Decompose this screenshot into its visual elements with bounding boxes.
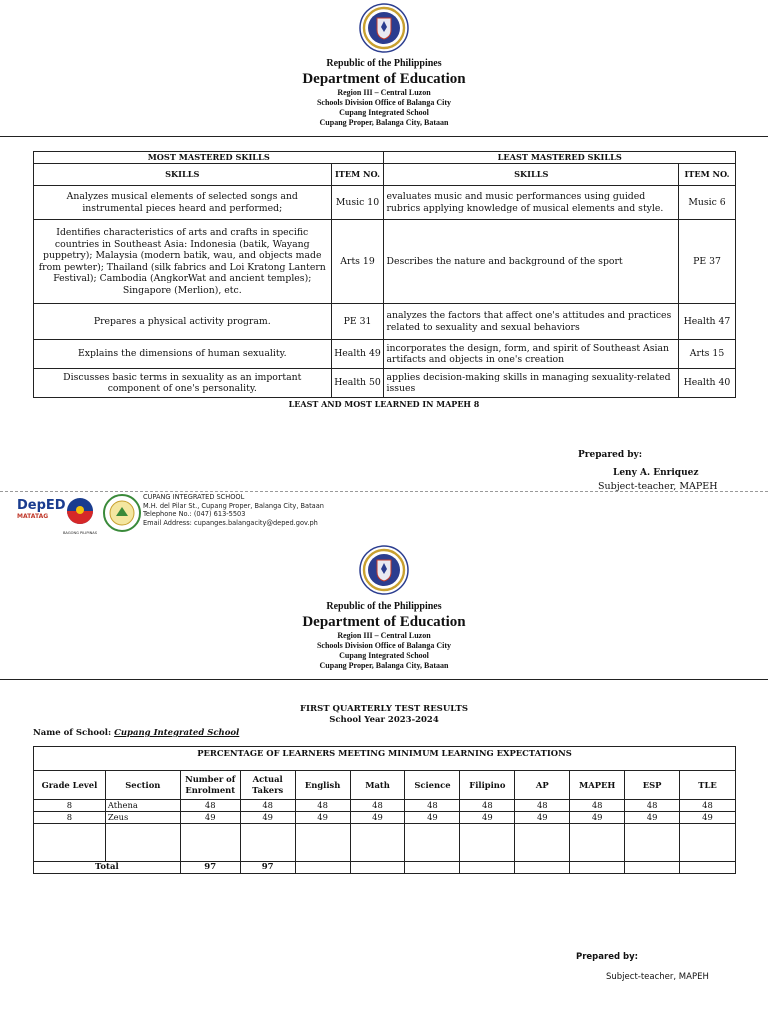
table-row: 8 Athena 48 48 48 48 48 48 48 48 48 48 — [34, 800, 736, 812]
col-mapeh: MAPEH — [570, 771, 625, 800]
col-ap: AP — [515, 771, 570, 800]
prepared-by-label: Prepared by: — [578, 450, 643, 460]
col-item-least: ITEM NO. — [679, 164, 736, 186]
table-row: Discusses basic terms in sexuality as an important component of one's personality. Health 50 applies decision-making skills in managing sexuality-related issues Health 40 — [34, 369, 736, 398]
table-row-total — [34, 862, 736, 874]
most-mastered-heading: MOST MASTERED SKILLS — [34, 152, 384, 164]
deped-matatag-logo: DepED MATATAG — [17, 498, 66, 520]
footer-address: M.H. del Pilar St., Cupang Proper, Balanga City, Bataan — [143, 501, 324, 510]
table-caption: LEAST AND MOST LEARNED IN MAPEH 8 — [288, 399, 480, 409]
col-skills-least: SKILLS — [384, 164, 679, 186]
republic-title: Republic of the Philippines — [326, 58, 442, 69]
col-math: Math — [350, 771, 405, 800]
col-science: Science — [405, 771, 460, 800]
skills-table — [33, 151, 736, 398]
report-title: FIRST QUARTERLY TEST RESULTS School Year 2023-2024 — [300, 704, 468, 725]
col-tle: TLE — [680, 771, 736, 800]
table-row: 8 Zeus 49 49 49 49 49 49 49 49 49 49 — [34, 812, 736, 824]
total-label: Total — [34, 862, 181, 874]
prepared-by-label-2: Prepared by: — [576, 952, 639, 962]
col-section: Section — [105, 771, 180, 800]
col-esp: ESP — [625, 771, 680, 800]
school-name-line — [33, 728, 239, 738]
region-line: Region III – Central Luzon — [337, 88, 431, 97]
total-takers: 97 — [240, 862, 295, 874]
table-row: Identifies characteristics of arts and crafts in specific countries in Southeast Asia: Indonesia (batik, Wayang puppetry); Malaysia (modern batik, wau, and objects made from pewter); Thailand (silk fabrics and Loi Kratong Lantern Festival); Cambodia (AngkorWat and ancient temples); Singapore (Merlion), etc. Arts 19 Describes the nature and background of the sport PE 37 — [34, 220, 736, 304]
col-filipino: Filipino — [460, 771, 515, 800]
division-line: Schools Division Office of Balanga City — [316, 98, 451, 107]
letterhead-2: Republic of the Philippines Department of Education Region III – Central Luzon Schools Division Office of Balanga City Cupang Integrated School Cupang Proper, Balanga City, Bataan — [302, 601, 466, 670]
letterhead — [0, 58, 768, 128]
department-title: Department of Education — [302, 71, 466, 87]
header-divider-2 — [0, 679, 768, 680]
bagong-pilipinas-logo: BAGONG PILIPINAS — [62, 497, 98, 533]
page-break-line — [0, 491, 768, 492]
col-english: English — [295, 771, 350, 800]
results-heading: PERCENTAGE OF LEARNERS MEETING MINIMUM LEARNING EXPECTATIONS — [34, 747, 736, 771]
header-divider — [0, 136, 768, 137]
col-actual-takers: Actual Takers — [240, 771, 295, 800]
address-line: Cupang Proper, Balanga City, Bataan — [319, 118, 449, 127]
total-enrolment: 97 — [180, 862, 240, 874]
signatory-title-2: Subject-teacher, MAPEH — [606, 972, 709, 982]
school-name-label: Name of School: — [33, 728, 112, 738]
school-seal-icon — [103, 494, 141, 532]
table-row: Analyzes musical elements of selected songs and instrumental pieces heard and performed; Music 10 evaluates music and music performances using guided rubrics applying knowledge of musical elements and style. Music 6 — [34, 186, 736, 220]
col-item-most: ITEM NO. — [331, 164, 384, 186]
footer-telephone: Telephone No.: (047) 613-5503 — [143, 510, 246, 519]
table-row: Explains the dimensions of human sexuality. Health 49 incorporates the design, form, and spirit of Southeast Asian artifacts and objects in one's creation Arts 15 — [34, 340, 736, 369]
least-mastered-heading: LEAST MASTERED SKILLS — [384, 152, 736, 164]
philippine-flag-icon — [62, 497, 98, 527]
col-enrolment: Number of Enrolment — [180, 771, 240, 800]
signatory-title: Subject-teacher, MAPEH — [598, 481, 718, 491]
school-line: Cupang Integrated School — [339, 108, 429, 117]
table-row-empty — [34, 824, 736, 862]
school-name-value: Cupang Integrated School — [114, 728, 240, 738]
footer-contact — [143, 493, 324, 527]
deped-seal-icon — [359, 3, 409, 53]
footer-school: CUPANG INTEGRATED SCHOOL — [143, 493, 245, 501]
col-grade-level: Grade Level — [34, 771, 106, 800]
signatory-name: Leny A. Enriquez — [613, 468, 699, 478]
table-row: Prepares a physical activity program. PE 31 analyzes the factors that affect one's attitudes and practices related to sexuality and sexual behaviors Health 47 — [34, 304, 736, 340]
footer-email: Email Address: cupanges.balangacity@deped.gov.ph — [143, 518, 318, 527]
col-skills-most: SKILLS — [34, 164, 332, 186]
deped-seal-icon-2 — [359, 545, 409, 595]
results-table — [33, 746, 736, 874]
